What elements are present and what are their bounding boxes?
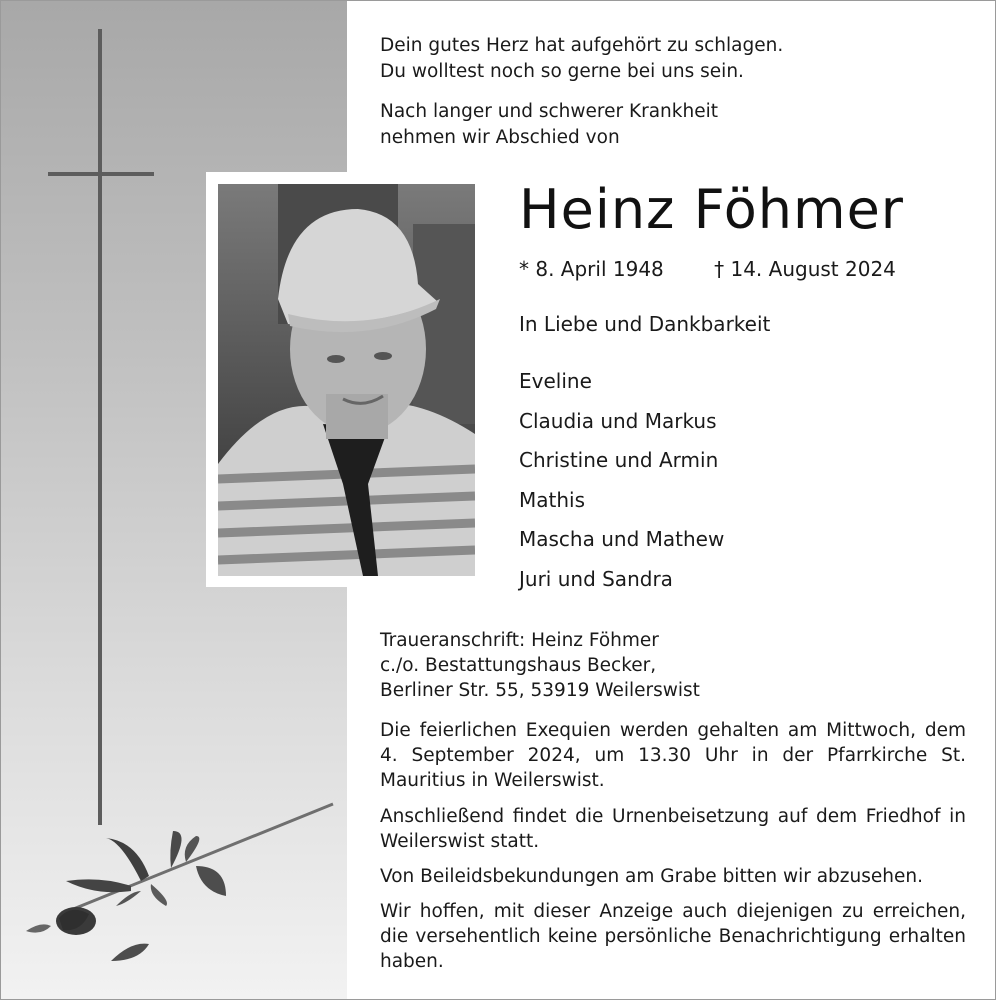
- address-line: Traueranschrift: Heinz Föhmer: [380, 630, 659, 651]
- address-line: c./o. Bestattungshaus Becker,: [380, 655, 657, 676]
- intro-line: Dein gutes Herz hat aufgehört zu schlagen.: [380, 35, 784, 56]
- intro-line: Nach langer und schwerer Krankheit: [380, 101, 718, 122]
- thanks-line: In Liebe und Dankbarkeit: [519, 312, 771, 336]
- rose-icon: [21, 796, 341, 976]
- intro-text: [380, 33, 783, 151]
- family-member: Claudia und Markus: [519, 408, 717, 433]
- life-dates: [519, 255, 896, 283]
- family-member: Mathis: [519, 487, 586, 512]
- family-member: Eveline: [519, 369, 592, 393]
- mourning-address: [380, 628, 700, 703]
- family-member: Juri und Sandra: [519, 566, 673, 591]
- notice-paragraph: Wir hoffen, mit dieser Anzeige auch diejenigen zu erreichen, die versehentlich keine persönliche Benachrichtigung erhalten haben.: [380, 901, 966, 972]
- cross-icon-vertical: [98, 29, 102, 825]
- portrait-photo: [218, 184, 475, 576]
- address-line: Berliner Str. 55, 53919 Weilerswist: [380, 680, 700, 701]
- deceased-name: Heinz Föhmer: [519, 178, 904, 241]
- birth-date: * 8. April 1948: [519, 257, 664, 281]
- exequien-paragraph: Die feierlichen Exequien werden gehalten am Mittwoch, dem 4. September 2024, um 13.30 Uhr in der Pfarrkirche St. Mauritius in Weilerswist.: [380, 720, 966, 791]
- condolence-paragraph: Von Beileidsbekundungen am Grabe bitten wir abzusehen.: [380, 866, 923, 887]
- portrait-illustration: [218, 184, 475, 576]
- death-date: † 14. August 2024: [714, 257, 896, 281]
- family-member: Christine und Armin: [519, 448, 719, 472]
- intro-line: Du wolltest noch so gerne bei uns sein.: [380, 61, 744, 82]
- cross-icon-horizontal: [48, 172, 154, 176]
- intro-line: nehmen wir Abschied von: [380, 127, 620, 148]
- family-member: Mascha und Mathew: [519, 527, 725, 551]
- urn-burial-paragraph: Anschließend findet die Urnenbeisetzung auf dem Friedhof in Weilerswist statt.: [380, 806, 966, 852]
- family-list: [519, 362, 724, 599]
